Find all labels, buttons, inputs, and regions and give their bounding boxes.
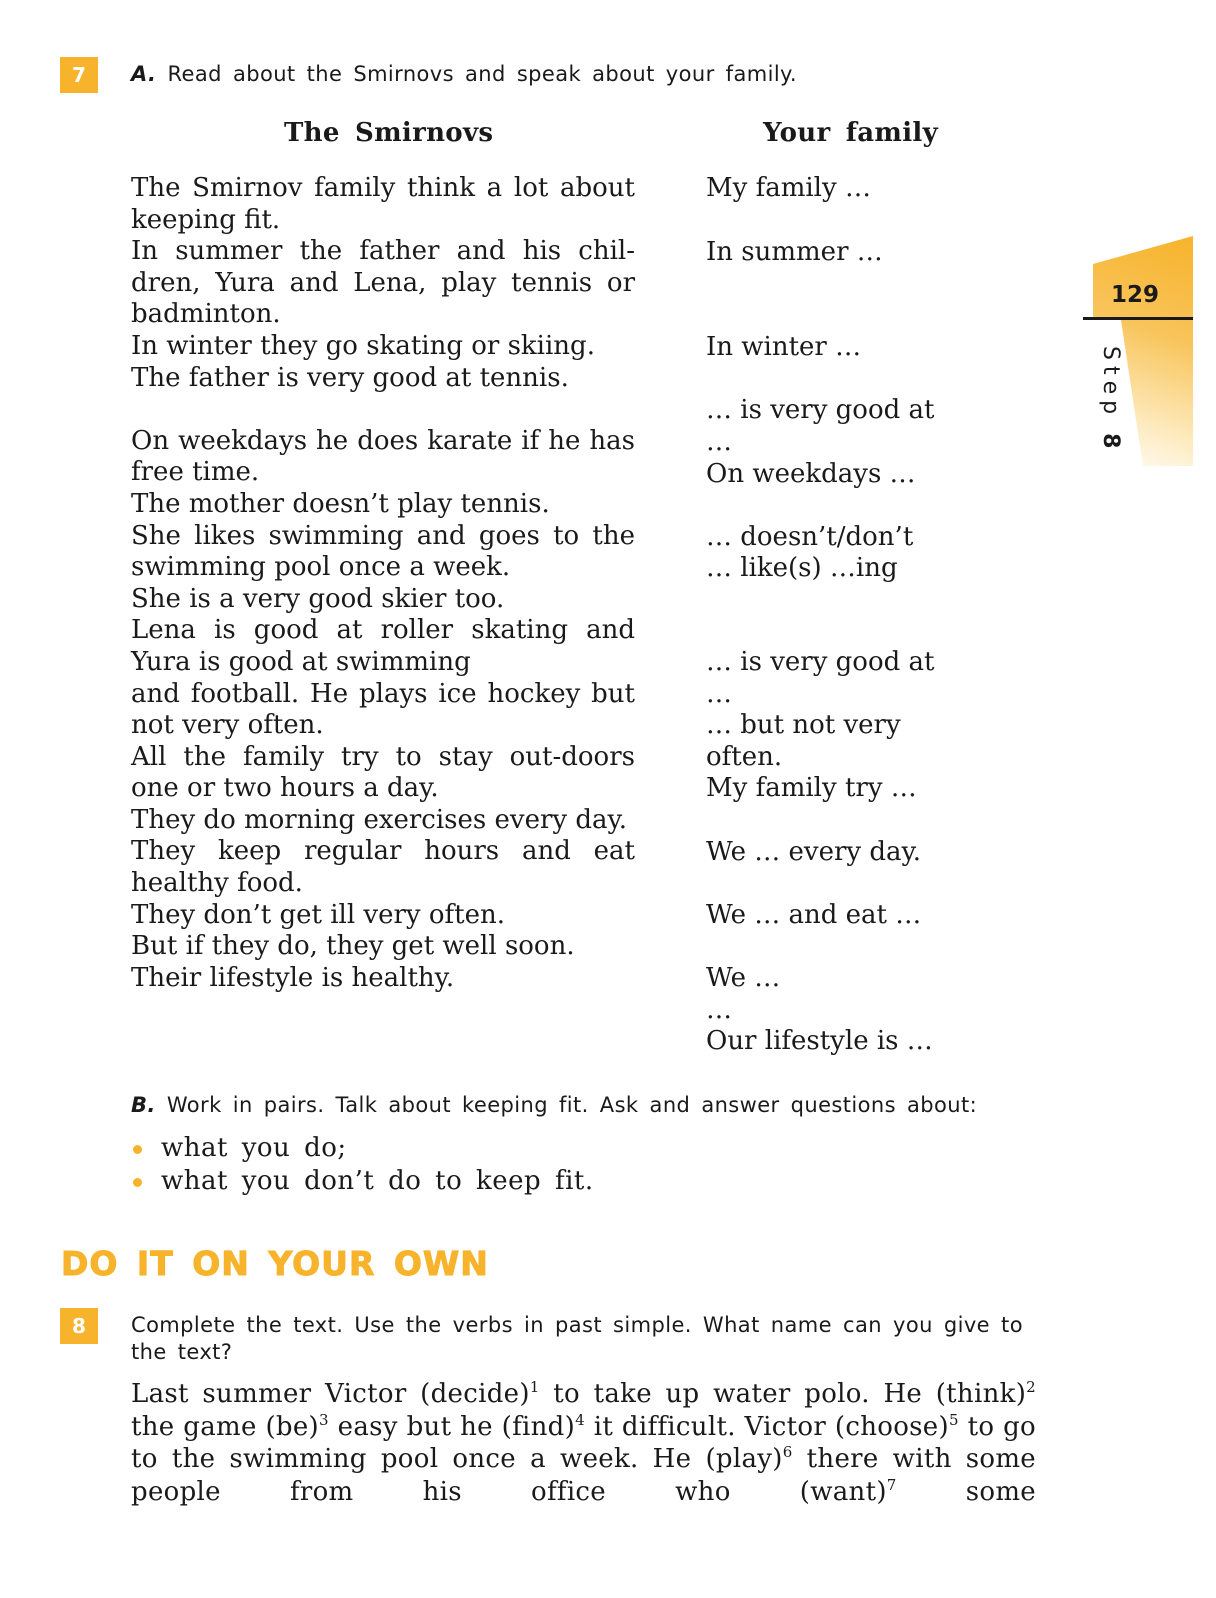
exercise-7b-instruction [131,1093,977,1117]
smirnovs-line: In winter they go skating or skiing. [131,330,595,361]
family-prompt: In summer … [706,237,883,267]
part-a-label: A. [131,62,157,86]
bullet-text: what you do; [161,1133,347,1163]
bullet-item [131,1132,594,1165]
family-prompt: … [706,679,732,709]
smirnovs-text [131,173,635,994]
exercise-7-number: 7 [60,57,98,93]
gap-text: easy but he (find) [328,1411,576,1442]
exercise-8-instruction: Complete the text. Use the verbs in past simple. What name can you give to the text? [131,1313,1023,1364]
family-prompt: Our lifestyle is … [706,1026,933,1056]
smirnovs-line: and football. He plays ice hockey but not very often. [131,678,635,741]
smirnovs-line: The father is very good at tennis. [131,362,569,393]
family-prompt: We … every day. [706,837,922,867]
smirnovs-line: On weekdays he does karate if he has free time. [131,425,635,488]
family-prompt: … is very good at [706,647,935,677]
smirnovs-heading: The Smirnovs [284,118,494,148]
page-number: 129 [1111,282,1160,308]
part-b-label: B. [131,1093,156,1117]
family-prompt: … like(s) …ing [706,553,898,583]
family-prompt: often. [706,742,783,772]
family-prompt: … [706,427,732,457]
family-prompt: We … [706,963,781,993]
smirnovs-line: They don’t get ill very often. [131,899,505,930]
smirnovs-line: They do morning exercises every day. [131,804,628,835]
bullet-dot-icon [133,1178,142,1187]
gap-text: Last summer Victor (decide) [131,1379,530,1409]
part-a-text: Read about the Smirnovs and speak about your family. [167,62,797,86]
smirnovs-line: All the family try to stay out-doors one or two hours a day. [131,741,635,804]
gap-text: to take up water polo. He (think) [539,1379,1027,1409]
family-prompt: … [706,995,732,1025]
smirnovs-line: They keep regular hours and eat healthy food. [131,836,635,899]
gap-text: some [896,1476,1036,1507]
page-tab [1083,236,1193,466]
smirnovs-line: Lena is good at roller skating and Yura is good at swimming [131,615,635,677]
exercise-7a-instruction [131,62,797,86]
your-family-heading: Your family [763,118,938,148]
section-heading: DO IT ON YOUR OWN [61,1244,489,1283]
family-prompt: In winter … [706,332,862,362]
smirnovs-line: The Smirnov family think a lot about keeping fit. [131,173,635,235]
bullet-text: what you don’t do to keep fit. [161,1166,594,1196]
gap-number: 1 [529,1378,540,1396]
exercise-8-number: 8 [60,1308,98,1344]
family-prompt: My family … [706,173,871,203]
gap-number: 3 [319,1410,329,1429]
family-prompt: … is very good at [706,395,935,425]
smirnovs-line: She is a very good skier too. [131,583,505,614]
gap-text: it difficult. Victor (choose) [584,1411,949,1442]
bullet-list [131,1132,594,1198]
family-prompt: On weekdays … [706,459,916,489]
smirnovs-line: The mother doesn’t play tennis. [131,488,550,519]
gap-number: 7 [886,1475,897,1494]
gap-text: the game (be) [131,1411,319,1442]
family-prompt: … doesn’t/don’t [706,522,914,552]
gap-number: 6 [782,1443,793,1461]
gap-text: to go to the swimming pool once a week. He (play) [131,1411,1036,1474]
bullet-item [131,1165,594,1198]
smirnovs-line: She likes swimming and goes to the swimming pool once a week. [131,520,635,583]
part-b-text: Work in pairs. Talk about keeping fit. Ask and answer questions about: [166,1093,978,1117]
smirnovs-line: In summer the father and his chil-dren, Yura and Lena, play tennis or badminton. [131,236,635,330]
bullet-dot-icon [133,1145,142,1154]
smirnovs-line: But if they do, they get well soon. [131,931,575,962]
step-label [1098,346,1123,455]
step-word: Step [1098,346,1123,421]
exercise-8-text [131,1378,1036,1508]
step-number: 8 [1098,433,1123,455]
gap-number: 5 [948,1410,959,1429]
page-tab-rule [1083,317,1193,320]
family-prompt: We … and eat … [706,900,922,930]
family-prompt: My family try … [706,773,917,803]
family-prompt: … but not very [706,710,901,740]
gap-number: 4 [575,1410,585,1429]
gap-text: there with some people from his office who (want) [131,1444,1036,1507]
gap-number: 2 [1026,1378,1036,1396]
smirnovs-line: Their lifestyle is healthy. [131,962,455,993]
